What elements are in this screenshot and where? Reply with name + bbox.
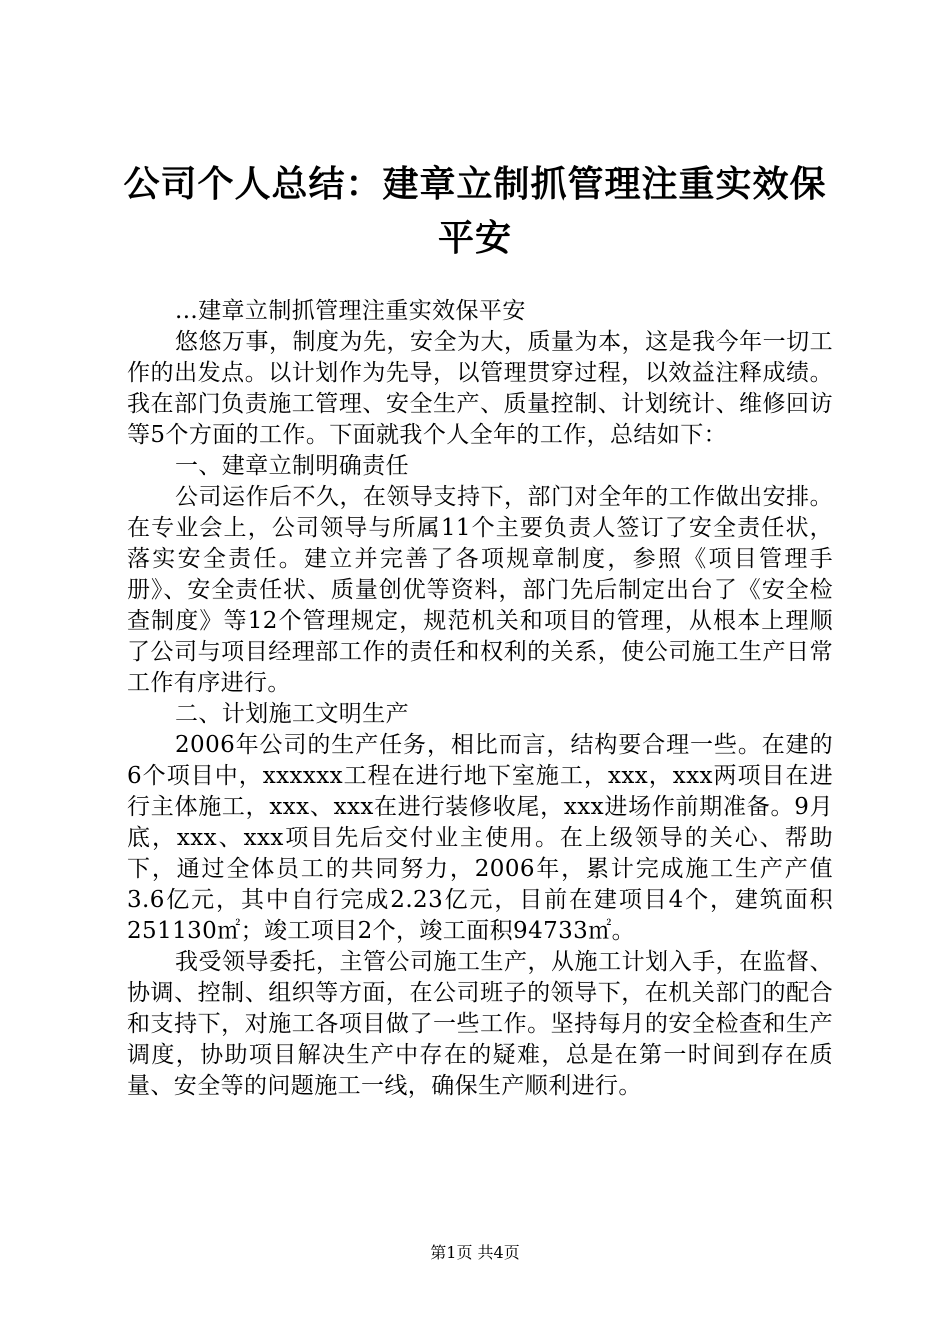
- section-2-paragraph-2: 我受领导委托，主管公司施工生产，从施工计划入手，在监督、协调、控制、组织等方面，在公司班子的领导下，在机关部门的配合和支持下，对施工各项目做了一些工作。坚持每月的安全检查和生产调度，协助项目解决生产中存在的疑难，总是在第一时间到存在质量、安全等的问题施工一线，确保生产顺利进行。: [127, 949, 833, 1099]
- intro-paragraph: 悠悠万事，制度为先，安全为大，质量为本，这是我今年一切工作的出发点。以计划作为先导，以管理贯穿过程，以效益注释成绩。我在部门负责施工管理、安全生产、质量控制、计划统计、维修回访等5个方面的工作。下面就我个人全年的工作，总结如下：: [127, 329, 833, 448]
- section-1-paragraph: 公司运作后不久，在领导支持下，部门对全年的工作做出安排。在专业会上，公司领导与所属11个主要负责人签订了安全责任状，落实安全责任。建立并完善了各项规章制度，参照《项目管理手册》、安全责任状、质量创优等资料，部门先后制定出台了《安全检查制度》等12个管理规定，规范机关和项目的管理，从根本上理顺了公司与项目经理部工作的责任和权利的关系，使公司施工生产日常工作有序进行。: [127, 484, 833, 696]
- section-heading-2: 二、计划施工文明生产: [175, 701, 409, 727]
- subtitle-line: ...建章立制抓管理注重实效保平安: [175, 298, 526, 324]
- document-title: 公司个人总结：建章立制抓管理注重实效保平安: [123, 164, 827, 259]
- section-2-paragraph: 2006年公司的生产任务，相比而言，结构要合理一些。在建的6个项目中，xxxxxx工程在进行地下室施工，xxx，xxx两项目在进行主体施工，xxx、xxx在进行装修收尾，xxx进场作前期准备。9月底，xxx、xxx项目先后交付业主使用。在上级领导的关心、帮助下，通过全体员工的共同努力，2006年，累计完成施工生产产值3.6亿元，其中自行完成2.23亿元，目前在建项目4个，建筑面积251130㎡；竣工项目2个，竣工面积94733㎡。: [127, 732, 833, 944]
- page-footer: 第1页 共4页: [430, 1243, 520, 1262]
- section-heading-1: 一、建章立制明确责任: [175, 453, 409, 479]
- document-body: [127, 296, 833, 1102]
